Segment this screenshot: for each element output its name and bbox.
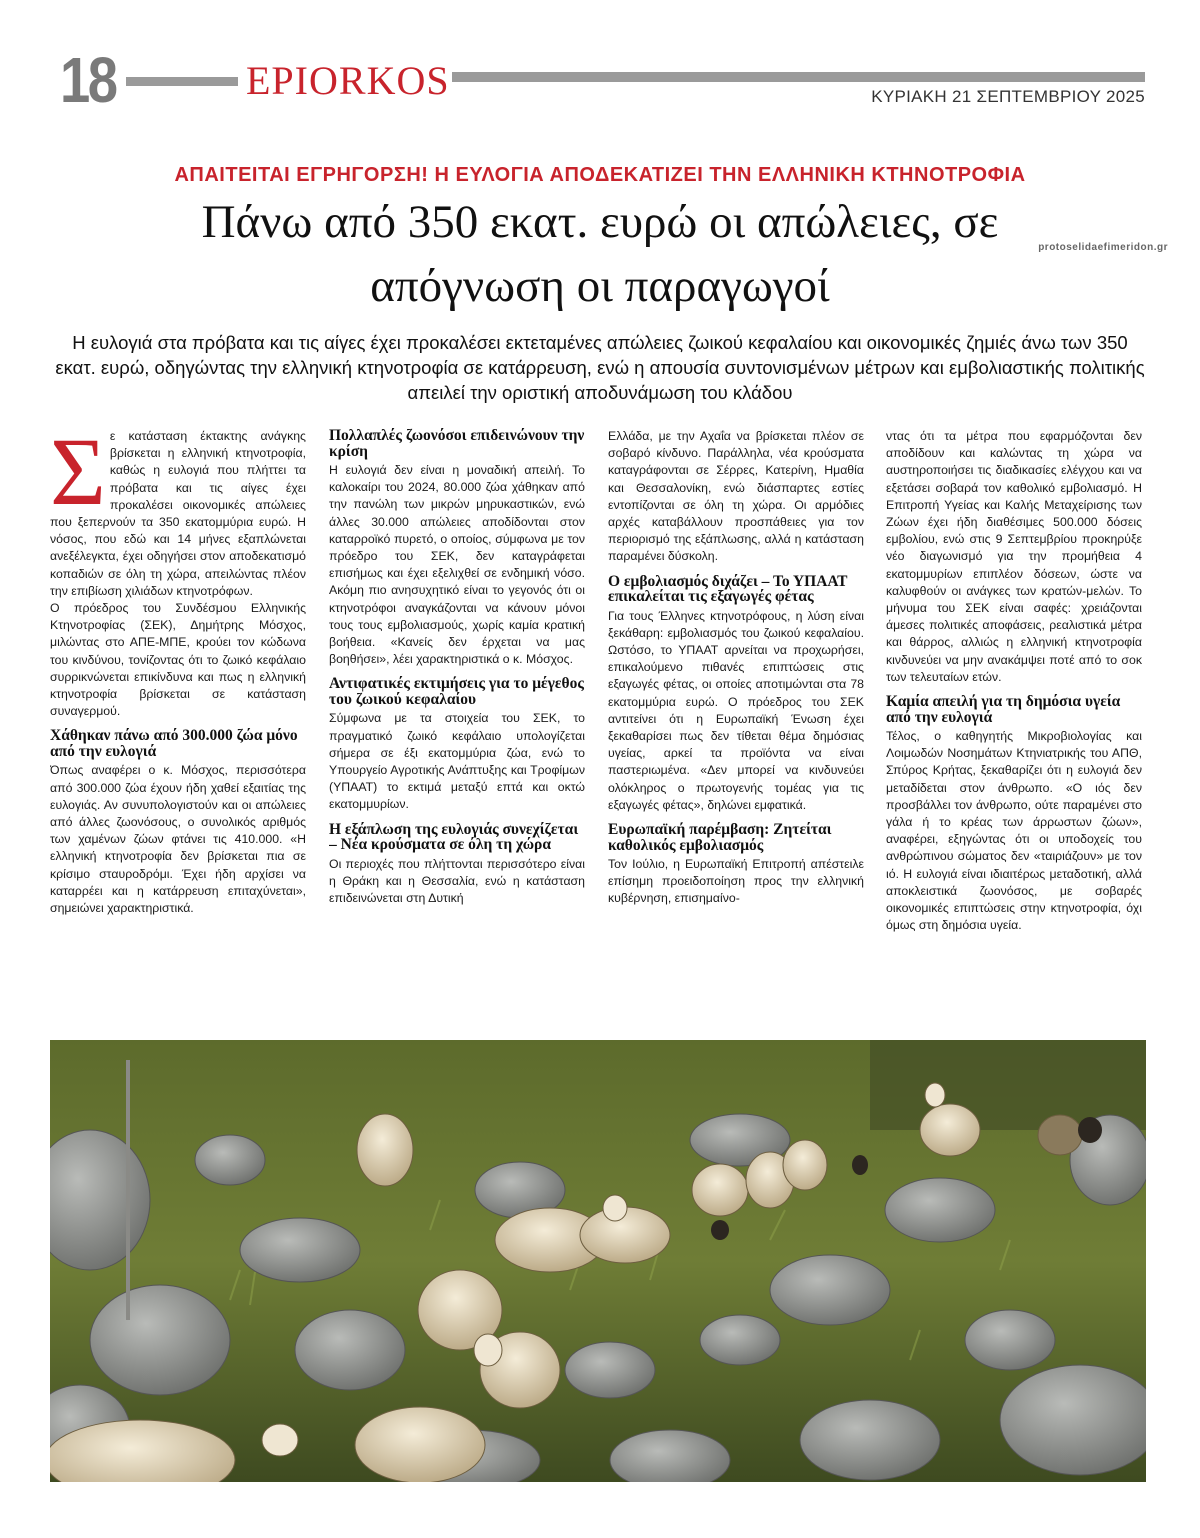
body-paragraph: Οι περιοχές που πλήττονται περισσότερο είναι η Θράκη και η Θεσσαλία, ενώ η κατάσταση επιδεινώνεται στη Δυτική (329, 856, 585, 906)
body-paragraph: Ελλάδα, με την Αχαΐα να βρίσκεται πλέον σε σοβαρό κίνδυνο. Παράλληλα, νέα κρούσματα καταγράφονται σε Σέρρες, Κατερίνη, Ημαθία και Θεσσαλονίκη, ενώ διάσπαρτες εστίες εντοπίζονται σε όλη τη χώρα. Οι αρμόδιες αρχές καταβάλλουν προσπάθειες για τον περιορισμό της εξάπλωσης, αλλά η κατάσταση παραμένει δύσκολη. (608, 429, 864, 564)
article-kicker: ΑΠΑΙΤΕΙΤΑΙ ΕΓΡΗΓΟΡΣΗ! Η ΕΥΛΟΓΙΑ ΑΠΟΔΕΚΑΤΙΖΕΙ ΤΗΝ ΕΛΛΗΝΙΚΗ ΚΤΗΝΟΤΡΟΦΙΑ (174, 164, 1026, 186)
headline-line-2: απόγνωση οι παραγωγοί (370, 260, 830, 312)
column-4 (886, 428, 1142, 1034)
header-rule-left (126, 77, 238, 86)
body-paragraph: Όπως αναφέρει ο κ. Μόσχος, περισσότερα από 300.000 ζώα έχουν ήδη χαθεί εξαιτίας της ευλογιάς. Αν συνυπολογιστούν και οι απώλειες από άλλες ζωονόσους, ο συνολικός αριθμός των χαμένων ζώων φτάνει τις 410.000. «Η ελληνική κτηνοτροφία δεν βρίσκεται πια σε κρίσιμο σταυροδρόμι. Έχει ήδη αρχίσει να καταρρέει και η κατάρρευση επιταχύνεται», σημειώνει χαρακτηριστικά. (50, 763, 306, 916)
subheading: Ευρωπαϊκή παρέμβαση: Ζητείται καθολικός εμβολιασμός (608, 821, 832, 854)
subheading: Καμία απειλή για τη δημόσια υγεία από την ευλογιά (886, 693, 1121, 726)
sheep-on-rocky-hillside-illustration (50, 1040, 1146, 1482)
body-paragraph: ε κατάσταση έκτακτης ανάγκης βρίσκεται η ελληνική κτηνοτροφία, καθώς η ευλογιά που πλήττει τα πρόβατα και τις αίγες έχει προκαλέσει οικονομικές απώλειες που ξεπερνούν τα 350 εκατομμύρια ευρώ. Η νόσος, που εδώ και 14 μήνες εξαπλώνεται ανεξέλεγκτα, έχει οδηγήσει στον αποδεκατισμό κοπαδιών σε όλη τη χώρα, απειλώντας πλέον την επιβίωση χιλιάδων κτηνοτρόφων. (50, 429, 306, 598)
page-number: 18 (60, 44, 116, 116)
body-paragraph: ντας ότι τα μέτρα που εφαρμόζονται δεν αποδίδουν και καλώντας τη χώρα να αυστηροποιήσει τις διαδικασίες ελέγχου και να εξετάσει σοβαρά τον καθολικό εμβολιασμό. Η Επιτροπή Υγείας και Καλής Μεταχείρισης των Ζώων έχει ήδη διαθέσιμες 500.000 δόσεις εμβολίου, ενώ στις 9 Σεπτεμβρίου προκηρύξε νέο διαγωνισμό για την προμήθεια 4 εκατομμυρίων επιπλέον δόσεων, ώστε να καλυφθούν οι ανάγκες των κρατών-μελών. Το μήνυμα του ΣΕΚ είναι σαφές: χρειάζονται άμεσες πολιτικές αποφάσεις, ρεαλιστικά μέτρα και θάρρος, αλλιώς η ελληνική κτηνοτροφία κινδυνεύει να μην ανακάμψει ποτέ από το σοκ των τελευταίων ετών. (886, 429, 1142, 684)
subheading: Ο εμβολιασμός διχάζει – Το ΥΠΑΑΤ επικαλείται τις εξαγωγές φέτας (608, 572, 848, 606)
article-lead: Η ευλογιά στα πρόβατα και τις αίγες έχει προκαλέσει εκτεταμένες απώλειες ζωικού κεφαλαίου και οικονομικές ζημιές άνω των 350 εκατ. ευρώ, οδηγώντας την ελληνική κτηνοτροφία σε κατάρρευση, ενώ η απουσία συντονισμένων μέτρων και εμβολιαστικής πολιτικής απειλεί την οριστική αποδυνάμωση του κλάδου (55, 332, 1145, 403)
article-body (50, 428, 1146, 1034)
header-rule-right (452, 72, 1145, 82)
body-paragraph: Τέλος, ο καθηγητής Μικροβιολογίας και Λοιμωδών Νοσημάτων Κτηνιατρικής του ΑΠΘ, Σπύρος Κρήτας, ξεκαθαρίζει ότι η ευλογιά δεν μεταδίδεται στον άνθρωπο. «Ο ιός δεν προσβάλλει τον άνθρωπο, ούτε παραμένει στο γάλα ή το κρέας των άρρωστων ζώων», αναφέρει, εξηγώντας ότι οι υποδοχείς του ανθρώπινου σώματος δεν «ταιριάζουν» με τον ιό. Η ευλογιά είναι ιδιαιτέρως μεταδοτική, αλλά αποκλειστικά ζωονόσος, με σοβαρές οικονομικές επιπτώσεις στην κτηνοτροφία, όχι όμως στη δημόσια υγεία. (886, 729, 1142, 933)
body-paragraph: Η ευλογιά δεν είναι η μοναδική απειλή. Το καλοκαίρι του 2024, 80.000 ζώα χάθηκαν από την πανώλη των μικρών μηρυκαστικών, ενώ άλλες 30.000 απώλειες αποδίδονται στον καταρροϊκό πυρετό, ο οποίος, σύμφωνα με τον πρόεδρο του ΣΕΚ, δεν καταγράφεται επισήμως και έχει εξελιχθεί σε ενδημική νόσο. Ακόμη πιο ανησυχητικό είναι το γεγονός ότι οι κτηνοτρόφοι αναγκάζονται να κάνουν μόνοι τους τους εμβολιασμούς, χωρίς καμία κρατική βοήθεια. «Κανείς δεν έρχεται να μας βοηθήσει», λέει χαρακτηριστικά ο κ. Μόσχος. (329, 463, 585, 667)
sheep-photo (50, 1040, 1146, 1482)
subheading: Χάθηκαν πάνω από 300.000 ζώα μόνο από την ευλογιά (50, 727, 298, 760)
subheading: Αντιφατικές εκτιμήσεις για το μέγεθος του ζωικού κεφαλαίου (329, 675, 584, 708)
article-headline (60, 190, 1140, 318)
body-paragraph: Σύμφωνα με τα στοιχεία του ΣΕΚ, το πραγματικό ζωικό κεφάλαιο υπολογίζεται σήμερα σε έξι εκατομμύρια ζώα, ενώ το Υπουργείο Αγροτικής Ανάπτυξης και Τροφίμων (ΥΠΑΑΤ) το εκτιμά μεταξύ επτά και οκτώ εκατομμυρίων. (329, 711, 585, 812)
column-1 (50, 428, 306, 1034)
newspaper-brand: EPIORKOS (246, 58, 450, 103)
body-paragraph: Τον Ιούλιο, η Ευρωπαϊκή Επιτροπή απέστειλε επίσημη προειδοποίηση προς την ελληνική κυβέρνηση, επισημαίνο- (608, 857, 864, 906)
issue-date: ΚΥΡΙΑΚΗ 21 ΣΕΠΤΕΜΒΡΙΟΥ 2025 (871, 87, 1145, 106)
headline-line-1: Πάνω από 350 εκατ. ευρώ οι απώλειες, σε (201, 196, 999, 248)
body-paragraph: Ο πρόεδρος του Συνδέσμου Ελληνικής Κτηνοτροφίας (ΣΕΚ), Δημήτρης Μόσχος, μιλώντας στο ΑΠΕ-ΜΠΕ, κρούει τον κώδωνα του κινδύνου, τονίζοντας ότι το ζωικό κεφάλαιο συρρικνώνεται επικίνδυνα και πως η ελληνική κτηνοτροφία βρίσκεται σε κατάσταση συναγερμού. (50, 601, 306, 719)
column-3 (608, 428, 864, 1034)
subheading: Η εξάπλωση της ευλογιάς συνεχίζεται – Νέα κρούσματα σε όλη τη χώρα (329, 820, 579, 854)
watermark: protoselidaefimeridon.gr (1038, 242, 1168, 253)
body-paragraph: Για τους Έλληνες κτηνοτρόφους, η λύση είναι ξεκάθαρη: εμβολιασμός του ζωικού κεφαλαίου. Ωστόσο, το ΥΠΑΑΤ αρνείται να προχωρήσει, επικαλούμενο πιθανές επιπτώσεις στις εξαγωγές φέτας, οι οποίες αποτιμώνται στα 78 εκατομμύρια ευρώ. Ο πρόεδρος του ΣΕΚ αντιτείνει ότι η Ευρωπαϊκή Ένωση έχει ξεκαθαρίσει πως δεν τίθεται θέμα δημόσιας υγείας, αρκεί τα προϊόντα να είναι παστεριωμένα. «Δεν μπορεί να κινδυνεύει ολόκληρος ο πρωτογενής τομέας για τις εξαγωγές φέτας», δηλώνει εμφατικά. (608, 608, 864, 812)
column-2 (329, 428, 585, 1034)
page-header (60, 44, 1145, 118)
subheading: Πολλαπλές ζωονόσοι επιδεινώνουν την κρίση (329, 428, 585, 460)
drop-cap: Σ (50, 428, 106, 525)
